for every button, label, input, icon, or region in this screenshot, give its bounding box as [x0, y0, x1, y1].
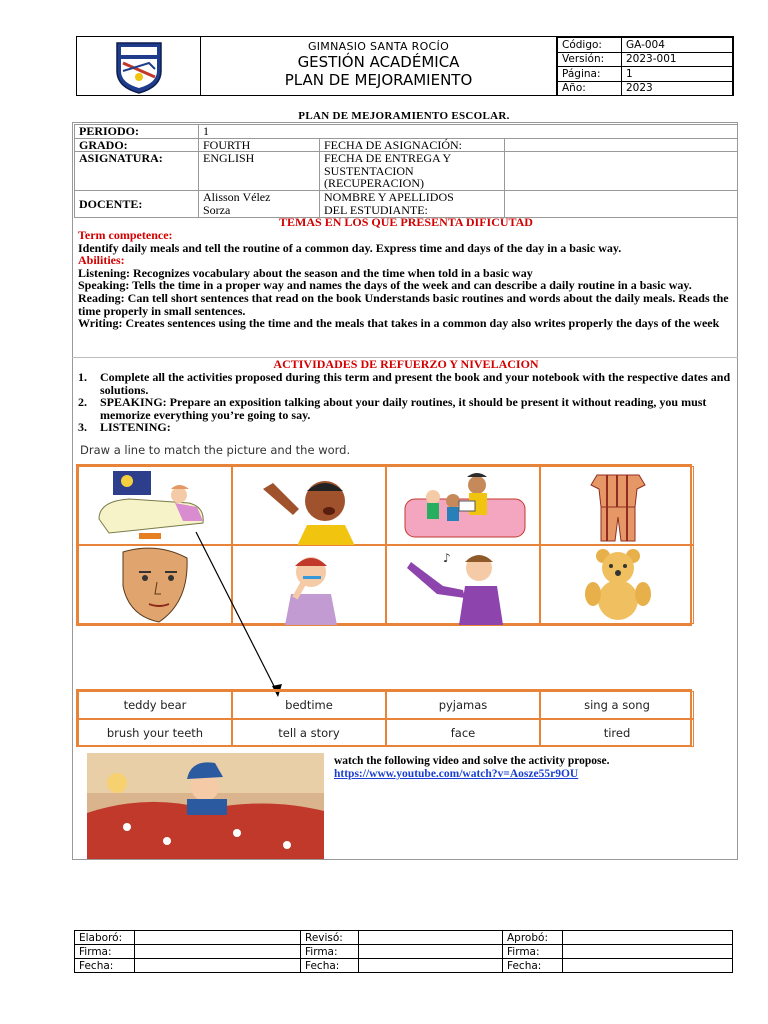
actividades-heading: ACTIVIDADES DE REFUERZO Y NIVELACION — [273, 357, 539, 371]
document-title: PLAN DE MEJORAMIENTO ESCOLAR. — [298, 110, 510, 122]
meta-value: GA-004 — [622, 38, 733, 53]
fecha-value — [359, 959, 503, 973]
fecha-value — [563, 959, 733, 973]
docente-line: Alisson Vélez — [203, 190, 271, 204]
svg-text:♪: ♪ — [443, 551, 451, 565]
firma-label: Firma: — [75, 945, 135, 959]
periodo-label: PERIODO: — [75, 125, 199, 139]
word-cell[interactable]: tired — [540, 719, 694, 747]
firma-label: Firma: — [503, 945, 563, 959]
meta-key: Versión: — [558, 52, 622, 67]
speaking-ability: Speaking: Tells the time in a proper way and names the days of the week and can describe a daily routine in a basic way. — [78, 278, 692, 293]
activity-number: 3. — [78, 420, 87, 435]
firma-label: Firma: — [301, 945, 359, 959]
footer-signature-table — [74, 930, 733, 973]
firma-value — [135, 945, 301, 959]
activity-number: 1. — [78, 370, 87, 384]
fecha-entrega-line: FECHA DE ENTREGA Y — [324, 151, 452, 165]
firma-value — [563, 945, 733, 959]
word-grid — [76, 689, 692, 747]
word-cell[interactable]: face — [386, 719, 540, 747]
activity-text: SPEAKING: Prepare an exposition talking about your daily routines, it should be present it without reading, you must memorize everything you’re going to say. — [100, 395, 707, 422]
elaboro-value — [135, 931, 301, 945]
aprobo-label: Aprobó: — [503, 931, 563, 945]
fecha-asignacion-label: FECHA DE ASIGNACIÓN: — [320, 138, 505, 152]
fecha-entrega-line: SUSTENTACION — [324, 163, 414, 178]
activity-text: Complete all the activities proposed during this term and present the book and your notebook with the respective dates and solutions. — [100, 370, 731, 397]
asignatura-value: ENGLISH — [199, 152, 320, 191]
term-competence-label: Term competence: — [78, 228, 173, 242]
meta-key: Página: — [558, 67, 622, 82]
plan-title: PLAN DE MEJORAMIENTO — [284, 71, 473, 89]
meta-value: 2023-001 — [622, 52, 733, 67]
listening-ability: Listening: Recognizes vocabulary about the season and the time when told in a basic way — [78, 265, 533, 280]
school-name: GIMNASIO SANTA ROCÍO — [307, 40, 450, 53]
activity-text: LISTENING: — [100, 420, 171, 435]
video-link[interactable]: https://www.youtube.com/watch?v=Aosze55r9OU — [334, 768, 579, 780]
temas-heading: TEMAS EN LOS QUE PRESENTA DIFICUTAD — [279, 215, 533, 229]
department-title: GESTIÓN ACADÉMICA — [297, 53, 460, 71]
aprobo-value — [563, 931, 733, 945]
fecha-label: Fecha: — [503, 959, 563, 973]
word-cell[interactable]: brush your teeth — [78, 719, 232, 747]
word-cell[interactable]: tell a story — [232, 719, 386, 747]
fecha-label: Fecha: — [75, 959, 135, 973]
word-cell[interactable]: bedtime — [232, 691, 386, 719]
elaboro-label: Elaboró: — [75, 931, 135, 945]
fecha-entrega-line: (RECUPERACION) — [324, 176, 425, 190]
grado-value: FOURTH — [199, 138, 320, 152]
reading-ability: Reading: Can tell short sentences that read on the book Understands basic routines and words about the daily meals. Reads the time properly in small sentences. — [78, 290, 729, 318]
docente-line: Sorza — [203, 202, 231, 217]
word-cell[interactable]: teddy bear — [78, 691, 232, 719]
video-thumbnail[interactable] — [87, 753, 324, 859]
word-cell[interactable]: pyjamas — [386, 691, 540, 719]
worksheet-instruction: Draw a line to match the picture and the word. — [80, 443, 351, 457]
activity-number: 2. — [78, 395, 87, 410]
word-cell[interactable]: sing a song — [540, 691, 694, 719]
video-instruction: watch the following video and solve the activity propose. — [334, 755, 610, 767]
meta-value: 2023 — [622, 81, 733, 96]
grado-label: GRADO: — [75, 138, 199, 152]
fecha-label: Fecha: — [301, 959, 359, 973]
meta-value: 1 — [622, 67, 733, 82]
writing-ability: Writing: Creates sentences using the time and the meals that takes in a common day also writes properly the days of the week — [78, 316, 720, 331]
asignatura-label: ASIGNATURA: — [75, 152, 199, 191]
meta-key: Código: — [558, 38, 622, 53]
nombre-line: NOMBRE Y APELLIDOS — [324, 190, 454, 204]
firma-value — [359, 945, 503, 959]
docente-label: DOCENTE: — [75, 191, 199, 218]
term-competence-text: Identify daily meals and tell the routine of a common day. Express time and days of the day in a basic way. — [78, 240, 622, 255]
nombre-line: DEL ESTUDIANTE: — [324, 202, 428, 217]
fecha-value — [135, 959, 301, 973]
reviso-value — [359, 931, 503, 945]
periodo-value: 1 — [199, 125, 738, 139]
reviso-label: Revisó: — [301, 931, 359, 945]
meta-key: Año: — [558, 81, 622, 96]
abilities-label: Abilities: — [78, 253, 125, 268]
